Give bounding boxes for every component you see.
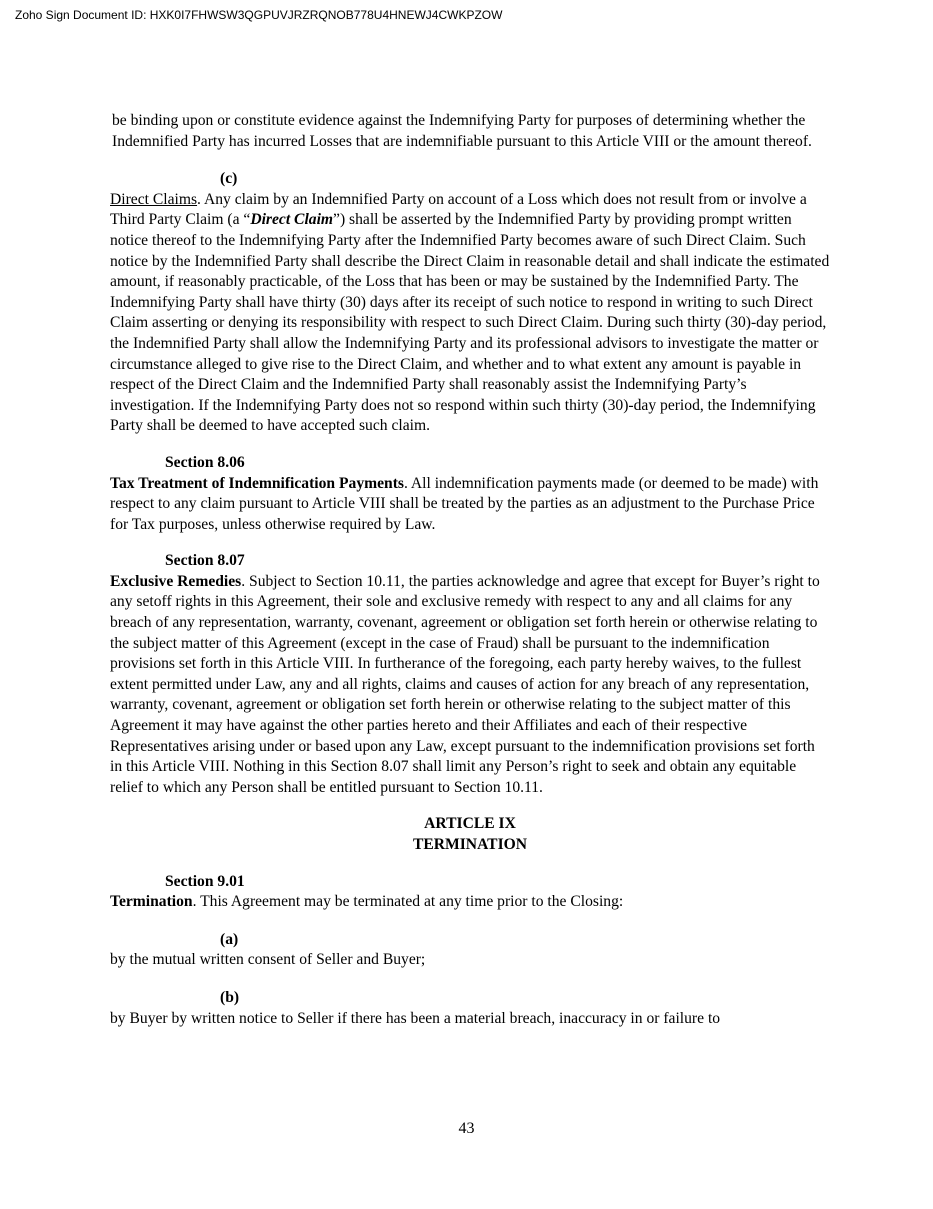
- clause-c-defined-term: Direct Claim: [250, 211, 334, 229]
- article-heading: [110, 814, 830, 855]
- article-number: ARTICLE IX: [424, 815, 516, 833]
- clause-b-text: by Buyer by written notice to Seller if there has been a material breach, inaccuracy in or failure to: [110, 1009, 721, 1027]
- section-9-01-number: Section 9.01: [165, 872, 245, 890]
- clause-c-text-b: ”) shall be asserted by the Indemnified Party by providing prompt written notice thereof to the Indemnifying Party after the Indemnified Party becomes aware of such Direct Claim. Such notice by the Indemnified Party shall describe the Direct Claim in reasonable detail and shall indicate the estimated amount, if reasonably practicable, of the Loss that has been or may be sustained by the Indemnified Party. The Indemnifying Party shall have thirty (30) days after its receipt of such notice to respond in writing to such Direct Claim asserting or denying its responsibility with respect to such Direct Claim. During such thirty (30)-day period, the Indemnified Party shall allow the Indemnifying Party and its professional advisors to investigate the matter or circumstance alleged to give rise to the Direct Claim, and whether and to what extent any amount is payable in respect of the Direct Claim and the Indemnified Party shall reasonably assist the Indemnifying Party’s investigation. If the Indemnifying Party does not so respond within such thirty (30)-day period, the Indemnifying Party shall be deemed to have accepted such claim.: [110, 211, 830, 435]
- section-9-01-paragraph: [110, 892, 830, 913]
- document-id: Zoho Sign Document ID: HXK0I7FHWSW3QGPUVJRZRQNOB778U4HNEWJ4CWKPZOW: [15, 8, 503, 22]
- intro-paragraph: be binding upon or constitute evidence against the Indemnifying Party for purposes of determining whether the Indemnified Party has incurred Losses that are indemnifiable pursuant to this Article VIII or the amount thereof.: [112, 112, 812, 150]
- section-8-06-text: . All indemnification payments made (or deemed to be made) with respect to any claim pursuant to Article VIII shall be treated by the parties as an adjustment to the Purchase Price for Tax purposes, unless otherwise required by Law.: [110, 474, 819, 533]
- section-8-06-paragraph: [110, 474, 830, 536]
- section-8-07-text: . Subject to Section 10.11, the parties acknowledge and agree that except for Buyer’s right to any setoff rights in this Agreement, their sole and exclusive remedy with respect to any and all claims for any breach of any representation, warranty, covenant, agreement or obligation set forth herein or otherwise relating to the subject matter of this Agreement (except in the case of Fraud) shall be pursuant to the indemnification provisions set forth in this Article VIII. In furtherance of the foregoing, each party hereby waives, to the fullest extent permitted under Law, any and all rights, claims and causes of action for any breach of any representation, warranty, covenant, agreement or obligation set forth herein or otherwise relating to the subject matter of this Agreement it may have against the other parties hereto and their Affiliates and each of their respective Representatives arising under or based upon any Law, except pursuant to the indemnification provisions set forth in this Article VIII. Nothing in this Section 8.07 shall limit any Person’s right to seek and obtain any equitable relief to which any Person shall be entitled pursuant to Section 10.11.: [110, 572, 820, 796]
- clause-c-marker: (c): [220, 170, 238, 188]
- section-9-01-heading: Termination: [110, 893, 193, 911]
- article-title: TERMINATION: [412, 836, 528, 853]
- clause-c-heading: Direct Claims: [110, 190, 198, 208]
- page-number: 43: [458, 1120, 475, 1137]
- clause-c-text-a: . Any claim by an Indemnified Party on account of a Loss which does not result from or involve a Third Party Claim (a “: [110, 190, 807, 229]
- section-8-06-heading: Tax Treatment of Indemnification Payments: [110, 474, 404, 492]
- clause-c-paragraph: [110, 190, 830, 437]
- section-9-01-text: . This Agreement may be terminated at any time prior to the Closing:: [192, 893, 624, 911]
- clause-b-marker: (b): [220, 988, 240, 1006]
- section-8-07-heading: Exclusive Remedies: [110, 572, 242, 590]
- section-8-07-paragraph: [110, 572, 830, 799]
- clause-a-marker: (a): [220, 930, 239, 948]
- section-8-07-number: Section 8.07: [165, 552, 245, 570]
- page-body: [110, 111, 830, 1029]
- clause-a-text: by the mutual written consent of Seller and Buyer;: [110, 951, 426, 969]
- section-8-06-number: Section 8.06: [165, 453, 245, 471]
